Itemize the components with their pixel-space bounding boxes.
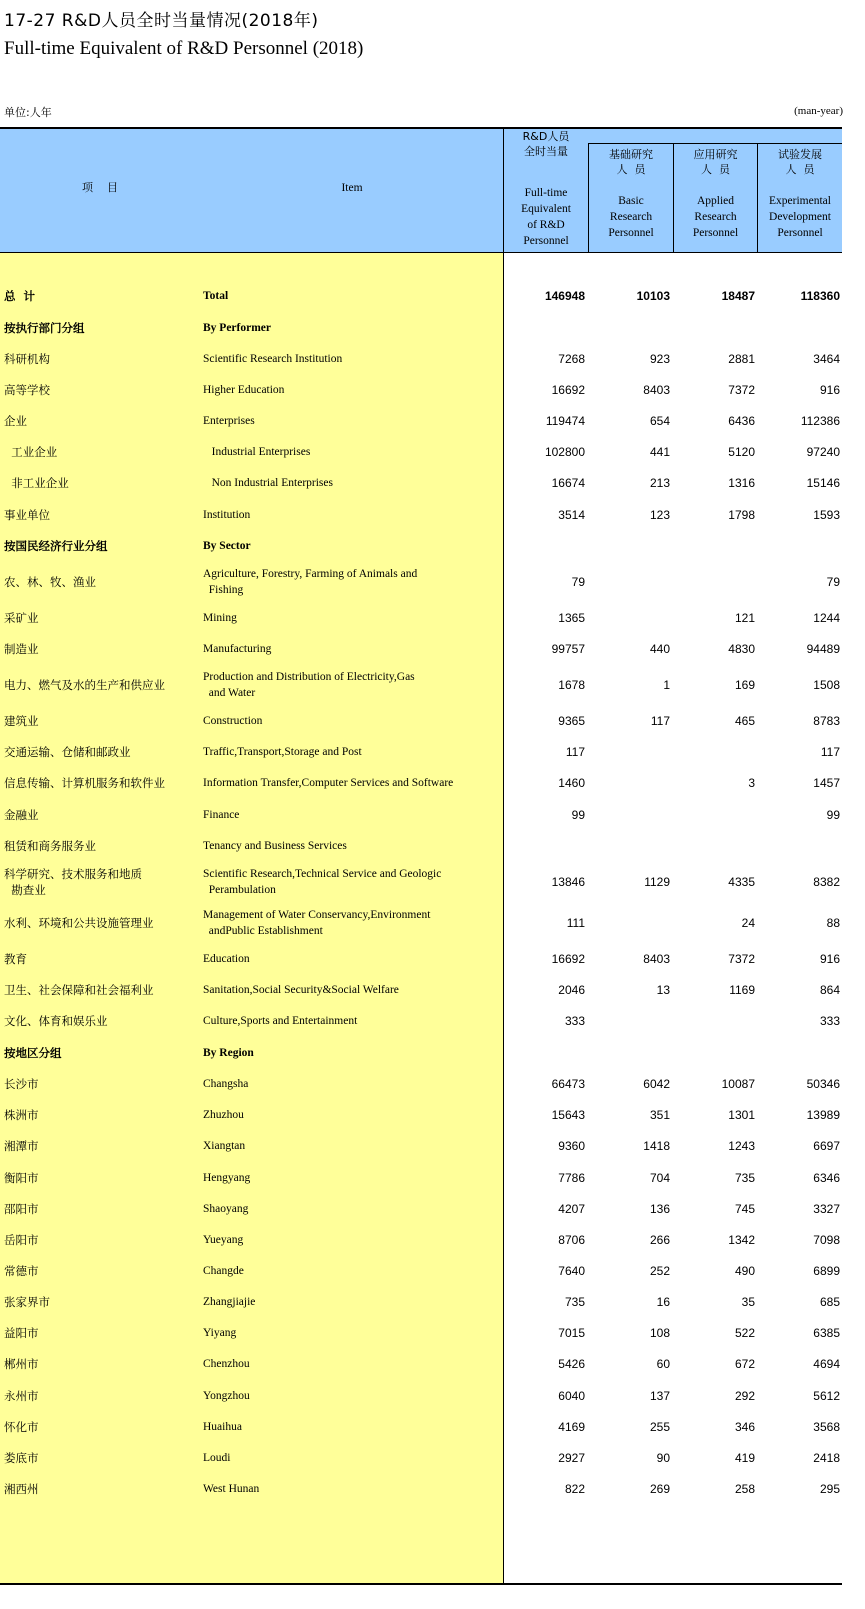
cell-basic: 6042	[643, 1077, 670, 1091]
cell-basic: 137	[649, 1389, 670, 1403]
cell-basic: 16	[656, 1295, 670, 1309]
cell-applied: 4830	[728, 642, 755, 656]
page-title-en: Full-time Equivalent of R&D Personnel (2018)	[4, 38, 364, 59]
cell-total: 7640	[558, 1264, 585, 1278]
row-label-cn: 常德市	[4, 1264, 39, 1278]
cell-exp: 1593	[813, 508, 840, 522]
cell-exp: 112386	[800, 414, 840, 428]
row-label-en: Enterprises	[203, 415, 255, 427]
page-title-cn: 17-27 R&D人员全时当量情况(2018年)	[4, 11, 319, 31]
cell-total: 3514	[558, 508, 585, 522]
cell-basic: 255	[649, 1420, 670, 1434]
header-item-cn: 项 目	[82, 181, 118, 194]
row-label-en: Zhuzhou	[203, 1109, 244, 1121]
cell-applied: 745	[734, 1202, 755, 1216]
cell-total: 16692	[551, 952, 585, 966]
cell-total: 16674	[551, 476, 585, 490]
cell-basic: 117	[650, 714, 670, 728]
unit-label-cn: 单位:人年	[4, 106, 52, 119]
cell-total: 2927	[558, 1451, 585, 1465]
row-label-cn: 郴州市	[4, 1357, 39, 1371]
cell-exp: 1457	[813, 776, 840, 790]
cell-basic: 1129	[644, 875, 670, 889]
cell-applied: 3	[748, 776, 755, 790]
cell-total: 99757	[551, 642, 585, 656]
row-label-en: Changde	[203, 1265, 244, 1277]
cell-exp: 3327	[813, 1202, 840, 1216]
cell-applied: 24	[741, 916, 755, 930]
cell-exp: 94489	[806, 642, 840, 656]
row-label-en: Manufacturing	[203, 643, 272, 655]
row-label-cn: 株洲市	[4, 1108, 39, 1122]
row-label-cn: 信息传输、计算机服务和软件业	[4, 776, 165, 790]
cell-applied: 522	[734, 1326, 755, 1340]
row-label-cn: 怀化市	[4, 1420, 39, 1434]
row-label-cn: 永州市	[4, 1389, 39, 1403]
row-label-en: Zhangjiajie	[203, 1296, 256, 1308]
row-label-cn: 交通运输、仓储和邮政业	[4, 745, 131, 759]
row-label-en: Information Transfer,Computer Services and Software	[203, 777, 454, 789]
row-label-en: Production and Distribution of Electricity,Gas and Water	[203, 671, 415, 699]
row-label-en: Xiangtan	[203, 1140, 246, 1152]
cell-applied: 4335	[728, 875, 755, 889]
cell-total: 79	[571, 575, 585, 589]
row-label-cn: 衡阳市	[4, 1171, 39, 1185]
cell-applied: 6436	[728, 414, 755, 428]
row-label-cn: 建筑业	[4, 714, 39, 728]
row-label-en: Non Industrial Enterprises	[203, 477, 333, 489]
cell-basic: 1418	[643, 1139, 670, 1153]
cell-basic: 269	[649, 1482, 670, 1496]
cell-exp: 79	[826, 575, 840, 589]
cell-exp: 99	[826, 808, 840, 822]
row-label-en: Yueyang	[203, 1234, 244, 1246]
cell-basic: 923	[649, 352, 670, 366]
cell-exp: 4694	[813, 1357, 840, 1371]
cell-total: 117	[565, 745, 585, 759]
cell-exp: 50346	[806, 1077, 840, 1091]
cell-total: 16692	[551, 383, 585, 397]
row-label-cn: 卫生、社会保障和社会福利业	[4, 983, 154, 997]
row-label-en: Sanitation,Social Security&Social Welfare	[203, 984, 399, 996]
column-divider	[503, 127, 504, 1583]
row-label-cn: 高等学校	[4, 383, 50, 397]
row-label-cn: 按地区分组	[4, 1046, 62, 1060]
header-item-en: Item	[341, 182, 363, 194]
cell-applied: 292	[734, 1389, 755, 1403]
cell-total: 822	[564, 1482, 585, 1496]
cell-basic: 8403	[643, 383, 670, 397]
header-subgroup-rule	[588, 143, 842, 144]
row-label-en: Education	[203, 953, 250, 965]
cell-total: 6040	[558, 1389, 585, 1403]
row-label-cn: 非工业企业	[4, 476, 69, 490]
cell-basic: 123	[649, 508, 670, 522]
row-label-en: Culture,Sports and Entertainment	[203, 1015, 358, 1027]
cell-total: 99	[571, 808, 585, 822]
row-label-en: Management of Water Conservancy,Environment andPublic Establishment	[203, 909, 431, 937]
cell-total: 2046	[558, 983, 585, 997]
cell-exp: 6385	[813, 1326, 840, 1340]
row-label-cn: 租赁和商务服务业	[4, 839, 96, 853]
row-label-en: Agriculture, Forestry, Farming of Animals and Fishing	[203, 568, 418, 596]
cell-basic: 60	[656, 1357, 670, 1371]
row-label-en: Huaihua	[203, 1421, 242, 1433]
cell-total: 1365	[558, 611, 585, 625]
header-exp-en: Experimental Development Personnel	[769, 195, 831, 239]
cell-total: 7015	[558, 1326, 585, 1340]
row-label-en: By Performer	[203, 322, 272, 334]
cell-exp: 7098	[813, 1233, 840, 1247]
cell-applied: 1169	[729, 983, 755, 997]
row-label-cn: 按执行部门分组	[4, 321, 85, 335]
cell-total: 9365	[558, 714, 585, 728]
row-label-cn: 科研机构	[4, 352, 50, 366]
row-label-en: Traffic,Transport,Storage and Post	[203, 746, 362, 758]
cell-basic: 108	[649, 1326, 670, 1340]
row-label-cn: 采矿业	[4, 611, 39, 625]
cell-applied: 35	[741, 1295, 755, 1309]
cell-basic: 351	[649, 1108, 670, 1122]
unit-label-en: (man-year)	[794, 105, 843, 117]
cell-total: 735	[564, 1295, 585, 1309]
cell-total: 1460	[558, 776, 585, 790]
row-label-en: Scientific Research Institution	[203, 353, 343, 365]
table-bottom-rule	[0, 1583, 842, 1585]
row-label-en: Shaoyang	[203, 1203, 249, 1215]
cell-applied: 7372	[728, 383, 755, 397]
cell-total: 15643	[551, 1108, 585, 1122]
cell-total: 13846	[551, 875, 585, 889]
row-label-en: By Sector	[203, 540, 251, 552]
cell-total: 111	[566, 916, 585, 930]
cell-exp: 916	[819, 952, 840, 966]
cell-applied: 490	[734, 1264, 755, 1278]
cell-exp: 13989	[806, 1108, 840, 1122]
cell-total: 9360	[558, 1139, 585, 1153]
header-applied-en: Applied Research Personnel	[692, 195, 739, 239]
cell-applied: 419	[734, 1451, 755, 1465]
cell-applied: 2881	[728, 352, 755, 366]
cell-exp: 1244	[813, 611, 840, 625]
row-label-en: Yongzhou	[203, 1390, 250, 1402]
row-label-cn: 科学研究、技术服务和地质 勘查业	[4, 867, 142, 897]
row-label-cn: 岳阳市	[4, 1233, 39, 1247]
row-label-en: Total	[203, 290, 229, 302]
cell-total: 5426	[558, 1357, 585, 1371]
cell-total: 4169	[558, 1420, 585, 1434]
row-label-en: Construction	[203, 715, 263, 727]
header-applied-cn: 应用研究 人 员	[693, 148, 738, 176]
row-label-en: Institution	[203, 509, 251, 521]
cell-exp: 333	[819, 1014, 840, 1028]
cell-basic: 10103	[636, 289, 670, 303]
cell-applied: 1316	[728, 476, 755, 490]
row-label-en: Yiyang	[203, 1327, 237, 1339]
cell-applied: 1798	[728, 508, 755, 522]
cell-total: 146948	[544, 289, 585, 303]
cell-basic: 1	[663, 678, 670, 692]
row-label-cn: 益阳市	[4, 1326, 39, 1340]
cell-exp: 5612	[813, 1389, 840, 1403]
row-label-en: West Hunan	[203, 1483, 260, 1495]
header-basic-en: Basic Research Personnel	[608, 195, 654, 239]
row-label-en: Scientific Research,Technical Service and Geologic Perambulation	[203, 868, 442, 896]
cell-total: 7786	[558, 1171, 585, 1185]
row-label-en: Tenancy and Business Services	[203, 840, 347, 852]
cell-basic: 704	[649, 1171, 670, 1185]
cell-applied: 5120	[728, 445, 755, 459]
cell-exp: 3568	[813, 1420, 840, 1434]
cell-basic: 8403	[643, 952, 670, 966]
row-label-cn: 张家界市	[4, 1295, 50, 1309]
cell-total: 4207	[558, 1202, 585, 1216]
row-label-en: By Region	[203, 1047, 254, 1059]
cell-exp: 8783	[813, 714, 840, 728]
row-label-en: Chenzhou	[203, 1358, 250, 1370]
row-label-en: Hengyang	[203, 1172, 251, 1184]
cell-total: 8706	[558, 1233, 585, 1247]
cell-exp: 864	[819, 983, 840, 997]
cell-total: 7268	[558, 352, 585, 366]
row-label-en: Changsha	[203, 1078, 249, 1090]
cell-exp: 6346	[813, 1171, 840, 1185]
row-label-cn: 企业	[4, 414, 27, 428]
cell-exp: 117	[820, 745, 840, 759]
cell-exp: 88	[826, 916, 840, 930]
cell-applied: 465	[734, 714, 755, 728]
row-label-cn: 长沙市	[4, 1077, 39, 1091]
cell-exp: 3464	[813, 352, 840, 366]
header-exp-cn: 试验发展 人 员	[778, 148, 822, 176]
cell-exp: 2418	[813, 1451, 840, 1465]
header-basic-cn: 基础研究 人 员	[609, 148, 653, 176]
cell-basic: 266	[649, 1233, 670, 1247]
row-label-cn: 湘西州	[4, 1482, 39, 1496]
cell-exp: 6697	[813, 1139, 840, 1153]
row-label-cn: 事业单位	[4, 508, 50, 522]
row-label-cn: 金融业	[4, 808, 39, 822]
cell-exp: 97240	[806, 445, 840, 459]
cell-applied: 672	[734, 1357, 755, 1371]
cell-applied: 7372	[728, 952, 755, 966]
row-label-en: Finance	[203, 809, 240, 821]
row-label-cn: 制造业	[4, 642, 39, 656]
header-total-cn: R&D人员 全时当量	[522, 130, 570, 158]
cell-total: 102800	[544, 445, 585, 459]
cell-applied: 1342	[728, 1233, 755, 1247]
cell-exp: 6899	[813, 1264, 840, 1278]
cell-total: 333	[564, 1014, 585, 1028]
row-label-cn: 总 计	[4, 289, 36, 303]
row-label-en: Mining	[203, 612, 237, 624]
cell-applied: 258	[734, 1482, 755, 1496]
cell-applied: 169	[734, 678, 755, 692]
cell-exp: 295	[819, 1482, 840, 1496]
cell-applied: 10087	[721, 1077, 755, 1091]
row-label-cn: 工业企业	[4, 445, 58, 459]
row-label-cn: 教育	[4, 952, 27, 966]
cell-basic: 136	[649, 1202, 670, 1216]
row-label-cn: 文化、体育和娱乐业	[4, 1014, 108, 1028]
row-label-en: Industrial Enterprises	[203, 446, 311, 458]
row-label-en: Loudi	[203, 1452, 231, 1464]
cell-basic: 13	[656, 983, 670, 997]
cell-applied: 1301	[728, 1108, 755, 1122]
cell-exp: 118360	[800, 289, 840, 303]
row-label-en: Higher Education	[203, 384, 285, 396]
row-label-cn: 农、林、牧、渔业	[4, 575, 96, 589]
header-total-en: Full-time Equivalent of R&D Personnel	[521, 187, 571, 247]
cell-exp: 15146	[806, 476, 840, 490]
cell-basic: 213	[649, 476, 670, 490]
cell-total: 119474	[545, 414, 585, 428]
cell-total: 66473	[551, 1077, 585, 1091]
cell-basic: 90	[656, 1451, 670, 1465]
row-label-cn: 水利、环境和公共设施管理业	[4, 916, 154, 930]
cell-applied: 121	[734, 611, 755, 625]
row-label-cn: 湘潭市	[4, 1139, 39, 1153]
cell-applied: 735	[734, 1171, 755, 1185]
cell-applied: 346	[734, 1420, 755, 1434]
row-label-cn: 按国民经济行业分组	[4, 539, 108, 553]
row-label-cn: 邵阳市	[4, 1202, 39, 1216]
cell-exp: 8382	[813, 875, 840, 889]
cell-exp: 916	[819, 383, 840, 397]
cell-applied: 18487	[721, 289, 755, 303]
cell-basic: 654	[649, 414, 670, 428]
row-label-cn: 电力、燃气及水的生产和供应业	[4, 678, 165, 692]
cell-total: 1678	[558, 678, 585, 692]
cell-basic: 252	[649, 1264, 670, 1278]
cell-exp: 1508	[813, 678, 840, 692]
row-label-cn: 娄底市	[4, 1451, 39, 1465]
cell-applied: 1243	[728, 1139, 755, 1153]
cell-basic: 441	[649, 445, 670, 459]
cell-exp: 685	[819, 1295, 840, 1309]
cell-basic: 440	[649, 642, 670, 656]
